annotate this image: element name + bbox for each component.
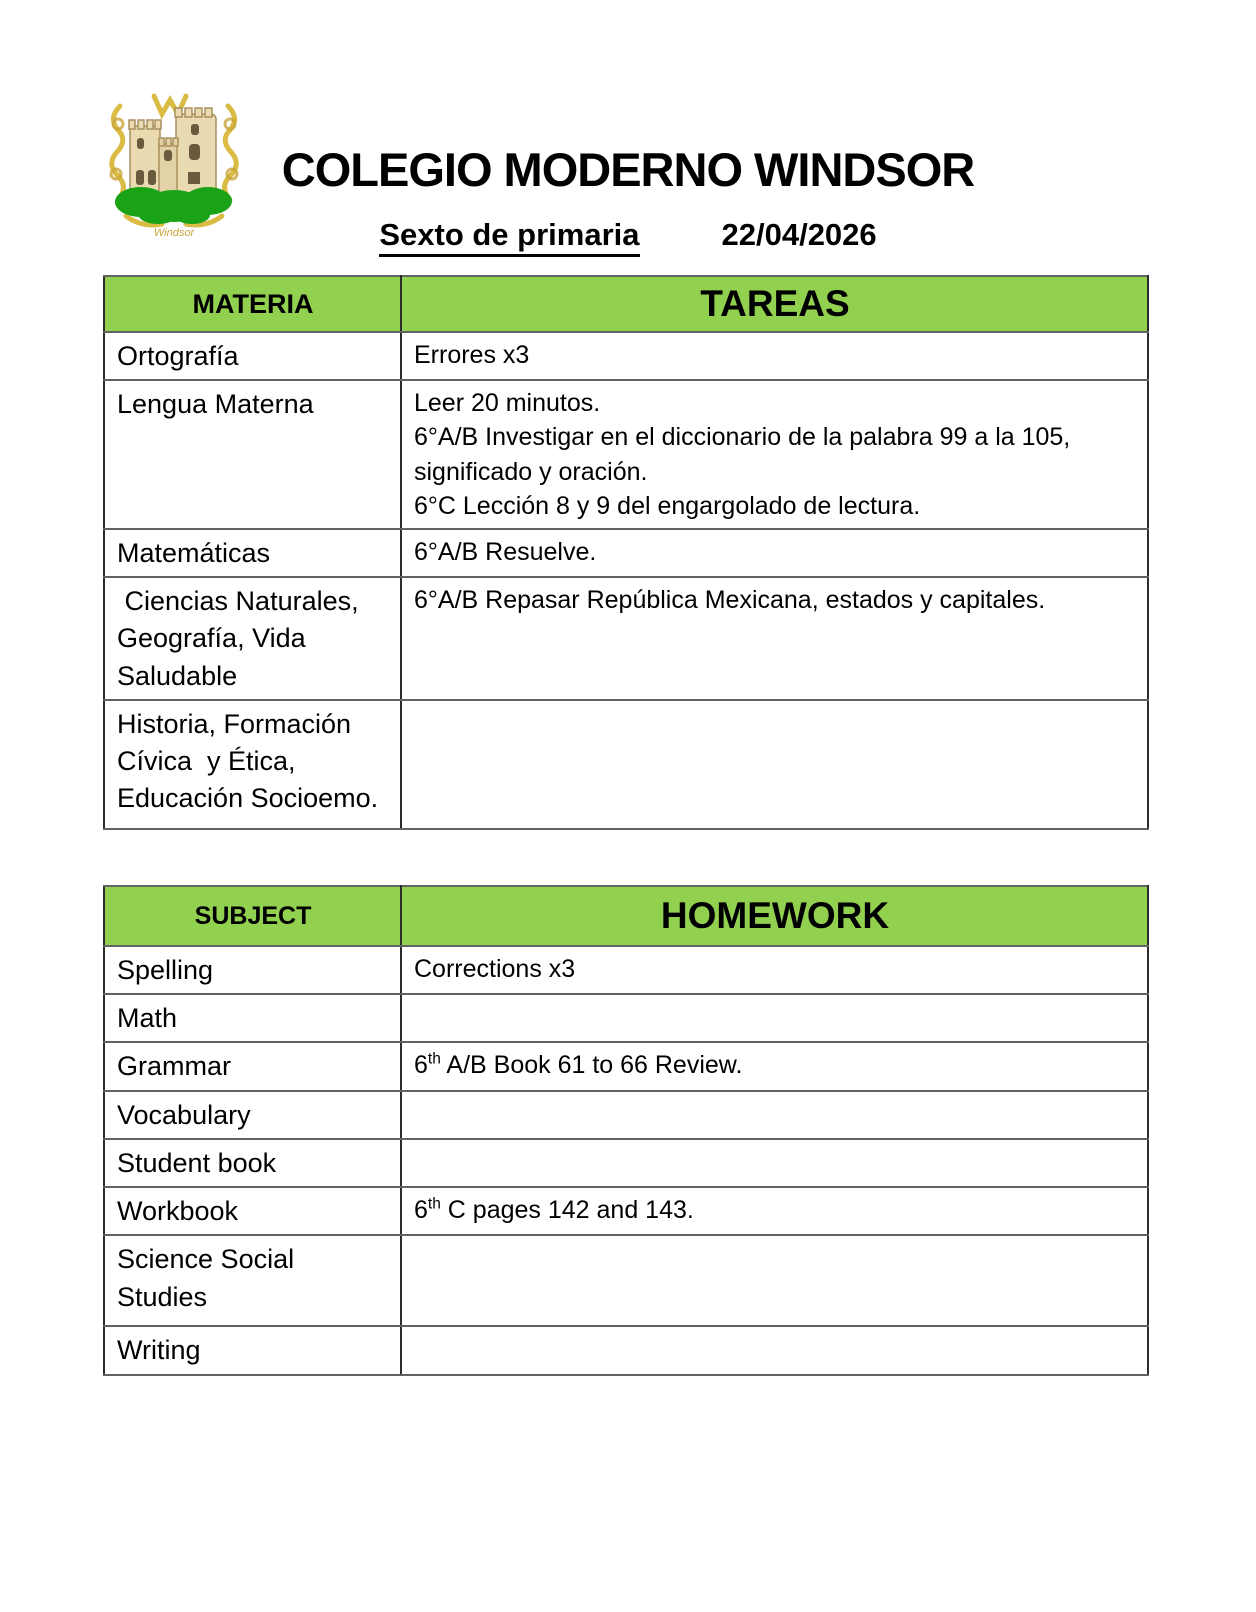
subject-cell: Spelling: [104, 946, 401, 994]
task-cell: [401, 1139, 1148, 1187]
subject-cell: [104, 1235, 401, 1326]
task-text: A/B Book 61 to 66 Review.: [440, 1051, 743, 1080]
table-row: [104, 946, 1148, 994]
table-row: [104, 332, 1148, 380]
subject-line: Studies: [117, 1281, 208, 1312]
table-row: [104, 1326, 1148, 1374]
subject-cell: Workbook: [104, 1187, 401, 1235]
task-cell: [401, 1042, 1148, 1090]
school-logo: [96, 84, 252, 244]
task-cell: 6°A/B Resuelve.: [401, 529, 1148, 577]
ordinal-superscript: th: [427, 1195, 441, 1213]
table-row: [104, 700, 1148, 829]
task-cell: [401, 380, 1148, 529]
grade-label: Sexto de primaria: [379, 217, 639, 257]
task-cell: Corrections x3: [401, 946, 1148, 994]
table-row: [104, 1091, 1148, 1139]
task-cell: Errores x3: [401, 332, 1148, 380]
ordinal-superscript: th: [427, 1051, 441, 1069]
task-cell: 6°A/B Repasar República Mexicana, estados y capitales.: [401, 577, 1148, 700]
task-cell: [401, 994, 1148, 1042]
task-text: C pages 142 and 143.: [440, 1196, 694, 1225]
task-line: 6°C Lección 8 y 9 del engargolado de lectura.: [414, 492, 921, 521]
task-cell: [401, 1187, 1148, 1235]
task-cell: [401, 700, 1148, 829]
subject-column-header: SUBJECT: [104, 886, 401, 946]
subject-cell: Writing: [104, 1326, 401, 1374]
subject-cell: Ortografía: [104, 332, 401, 380]
table-row: [104, 577, 1148, 700]
logo-caption-text: Windsor: [153, 227, 195, 239]
homework-header-row: [104, 886, 1148, 946]
subject-line: Geografía, Vida: [117, 623, 306, 654]
tareas-table: [103, 275, 1149, 830]
table-row: [104, 529, 1148, 577]
homework-column-header: HOMEWORK: [401, 886, 1148, 946]
task-cell: [401, 1235, 1148, 1326]
task-text: 6: [414, 1196, 428, 1225]
subject-cell: Lengua Materna: [104, 380, 401, 529]
subject-line: Educación Socioemo.: [117, 783, 379, 814]
school-crest-icon: [96, 84, 252, 244]
subject-line: Ciencias Naturales,: [117, 586, 359, 617]
subject-cell: Grammar: [104, 1042, 401, 1090]
subject-line: Saludable: [117, 660, 238, 691]
table-row: [104, 1187, 1148, 1235]
subject-line: Cívica y Ética,: [117, 746, 296, 777]
table-row: [104, 1139, 1148, 1187]
subject-cell: Vocabulary: [104, 1091, 401, 1139]
task-line: Leer 20 minutos.: [414, 388, 601, 417]
homework-table: [103, 885, 1149, 1376]
table-row: [104, 1235, 1148, 1326]
subject-line: Science Social: [117, 1244, 295, 1275]
subject-line: Historia, Formación: [117, 708, 352, 739]
task-cell: [401, 1326, 1148, 1374]
table-row: [104, 380, 1148, 529]
task-cell: [401, 1091, 1148, 1139]
task-text: 6: [414, 1051, 428, 1080]
date-label: 22/04/2026: [721, 217, 877, 252]
subject-cell: Math: [104, 994, 401, 1042]
table-row: [104, 1042, 1148, 1090]
materia-column-header: MATERIA: [104, 276, 401, 332]
tareas-header-row: [104, 276, 1148, 332]
subject-cell: [104, 577, 401, 700]
subject-cell: [104, 700, 401, 829]
subject-cell: Student book: [104, 1139, 401, 1187]
page-title: COLEGIO MODERNO WINDSOR: [281, 143, 975, 196]
subject-cell: Matemáticas: [104, 529, 401, 577]
task-line: 6°A/B Investigar en el diccionario de la palabra 99 a la 105, significado y oración.: [414, 423, 1078, 486]
tareas-column-header: TAREAS: [401, 276, 1148, 332]
table-row: [104, 994, 1148, 1042]
